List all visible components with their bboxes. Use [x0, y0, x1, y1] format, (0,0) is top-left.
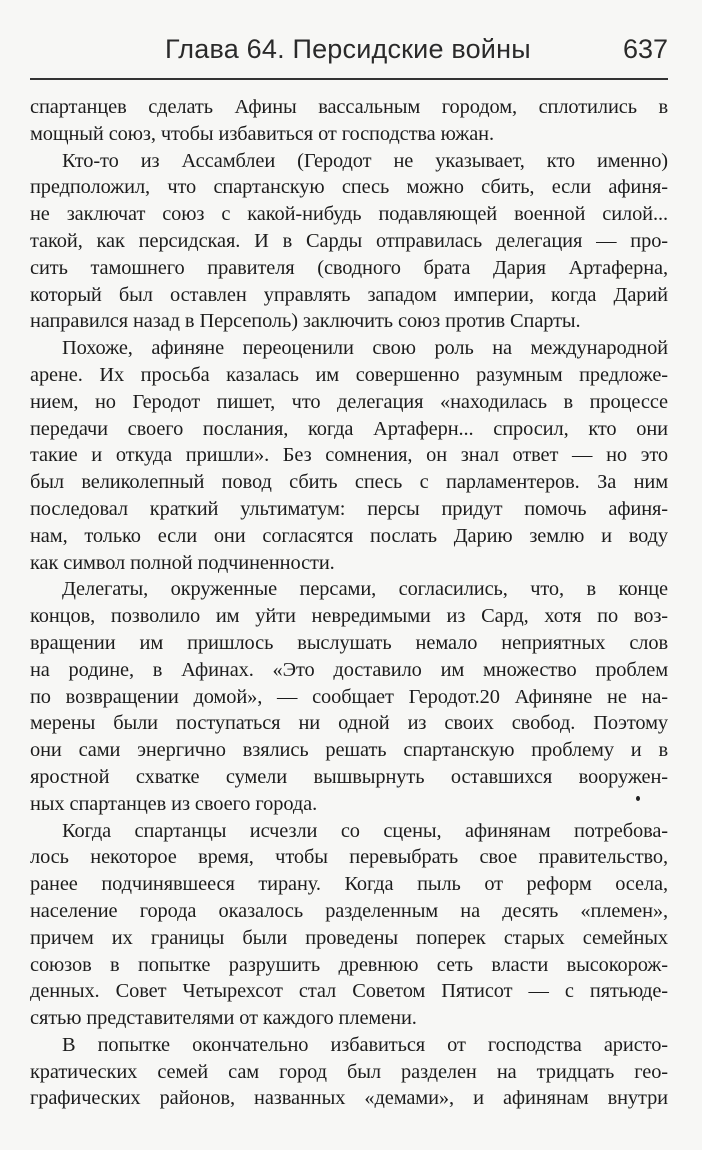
page-number: 637 — [622, 34, 668, 64]
text-line: мощный союз, чтобы избавиться от господства южан. — [30, 122, 494, 145]
text-line: Делегаты, окруженные персами, согласились, что, в конце — [62, 578, 668, 601]
text-line: население города оказалось разделенным на десять «племен», — [30, 899, 668, 922]
text-line: мерены были поступаться ни одной из своих свобод. Поэтому — [30, 712, 668, 735]
text-line: В попытке окончательно избавиться от господства аристо- — [62, 1033, 668, 1056]
text-line: был великолепный повод сбить спесь с парламентеров. За ним — [30, 471, 668, 494]
text-line: Кто-то из Ассамблеи (Геродот не указывает, кто именно) — [62, 149, 668, 172]
page-header — [30, 30, 668, 76]
text-line: последовал краткий ультиматум: персы придут помочь афиня- — [30, 497, 668, 520]
text-line: спартанцев сделать Афины вассальным городом, сплотились в — [30, 96, 668, 118]
text-line: кратических семей сам город был разделен на тридцать гео- — [30, 1060, 668, 1083]
body-text — [30, 94, 668, 1112]
text-line: ранее подчинявшееся тирану. Когда пыль от реформ осела, — [30, 873, 668, 896]
text-line: концов, позволило им уйти невредимыми из Сард, хотя по воз- — [30, 605, 668, 628]
ink-dot — [636, 796, 640, 801]
text-line: нием, но Геродот пишет, что делегация «находилась в процессе — [30, 390, 668, 413]
text-line: такие и откуда пришли». Без сомнения, он знал ответ — но это — [30, 444, 668, 467]
text-line: такой, как персидская. И в Сарды отправилась делегация — про- — [30, 229, 668, 252]
text-line: по возвращении домой», — сообщает Геродот.20 Афиняне не на- — [30, 685, 668, 708]
text-line: ных спартанцев из своего города. — [30, 792, 318, 815]
text-line: вращении им пришлось выслушать немало неприятных слов — [30, 631, 668, 654]
running-title: Глава 64. Персидские войны — [165, 34, 531, 64]
text-line: Похоже, афиняне переоценили свою роль на международной — [62, 337, 668, 360]
text-line: нам, только если они согласятся послать Дарию землю и воду — [30, 524, 668, 547]
text-line: денных. Совет Четырехсот стал Советом Пятисот — с пятьюде- — [30, 980, 668, 1003]
text-line: причем их границы были проведены поперек старых семейных — [30, 926, 668, 949]
text-line: союзов в попытке разрушить древнюю сеть власти высокорож- — [30, 953, 668, 976]
text-line: на родине, в Афинах. «Это доставило им множество проблем — [30, 658, 668, 681]
text-line: лось некоторое время, чтобы перевыбрать свое правительство, — [30, 846, 668, 869]
text-line: арене. Их просьба казалась им совершенно разумным предложе- — [30, 363, 668, 386]
text-line: сятью представителями от каждого племени. — [30, 1007, 417, 1030]
text-line: предположил, что спартанскую спесь можно сбить, если афиня- — [30, 176, 668, 199]
header-rule — [30, 78, 668, 80]
text-line: Когда спартанцы исчезли со сцены, афинянам потребова- — [62, 819, 668, 842]
text-line: направился назад в Персеполь) заключить союз против Спарты. — [30, 310, 581, 333]
text-line: сить тамошнего правителя (сводного брата Дария Артаферна, — [30, 256, 668, 279]
text-line: как символ полной подчиненности. — [30, 551, 335, 574]
text-line: графических районов, названных «демами», и афинянам внутри — [30, 1087, 668, 1110]
text-line: передачи своего послания, когда Артаферн... спросил, кто они — [30, 417, 668, 440]
text-line: они сами энергично взялись решать спартанскую проблему и в — [30, 739, 668, 762]
text-line: яростной схватке сумели вышвырнуть оставшихся вооружен- — [30, 765, 668, 788]
text-line: который был оставлен управлять западом империи, когда Дарий — [30, 283, 668, 306]
text-line: не заключат союз с какой-нибудь подавляющей военной силой... — [30, 203, 668, 226]
